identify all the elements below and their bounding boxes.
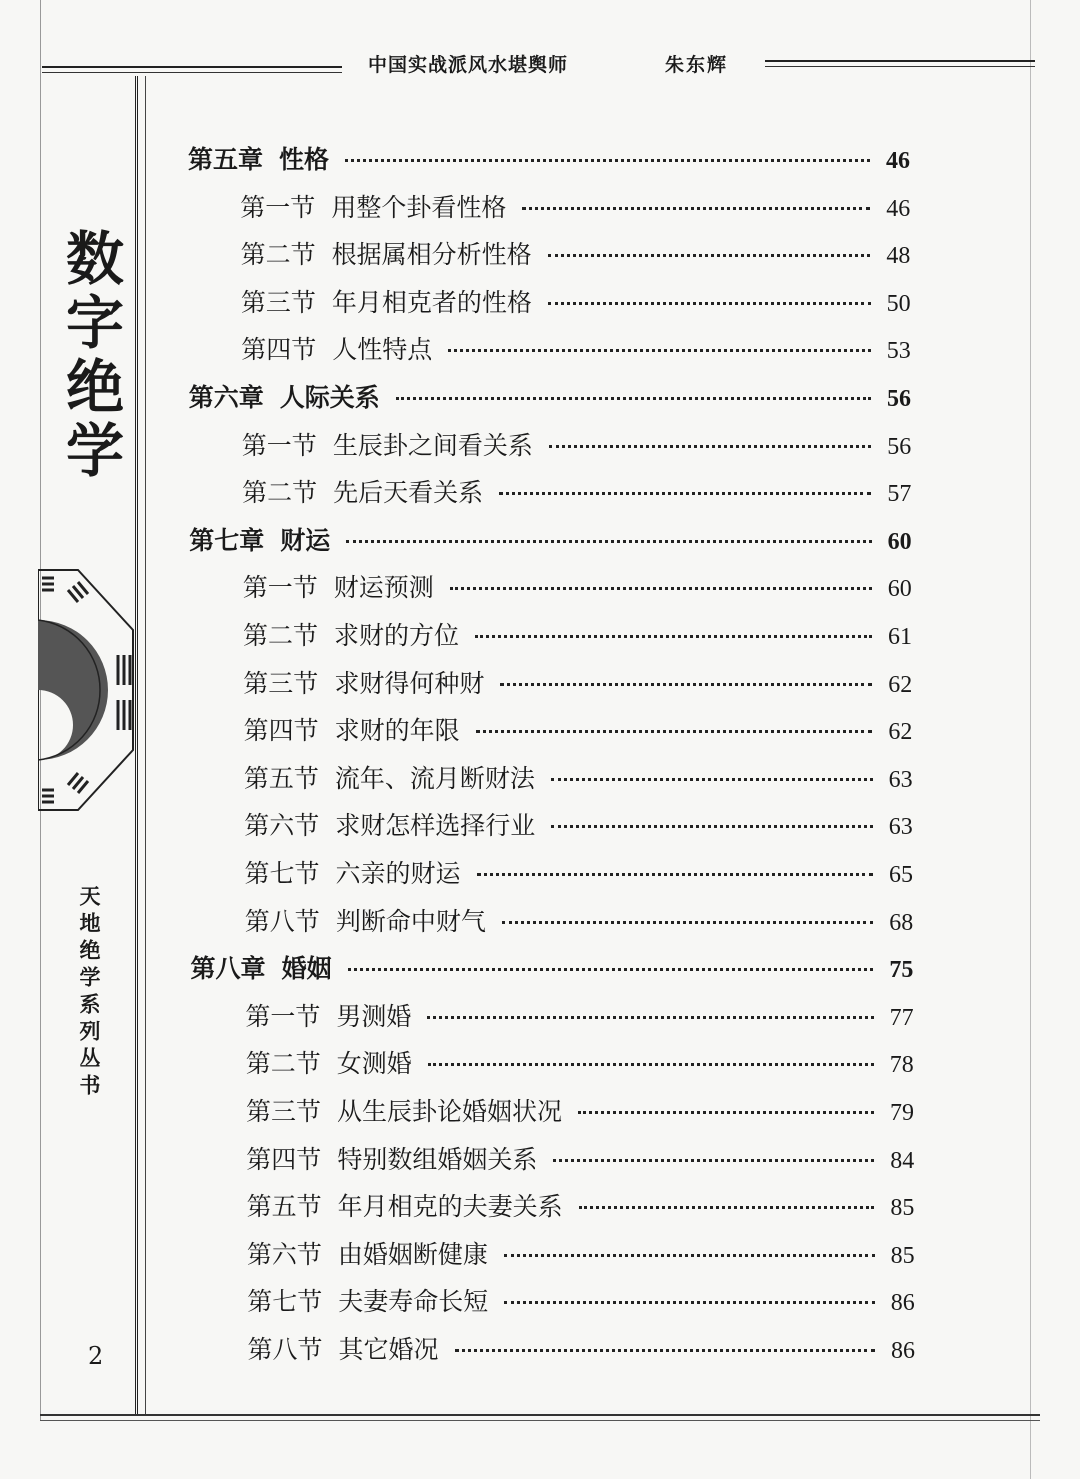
header-rule-right — [765, 60, 1035, 62]
toc-page-number: 85 — [890, 1195, 915, 1222]
toc-section-entry — [245, 902, 913, 938]
toc-entry-title: 流年、流月断财法 — [334, 763, 535, 793]
toc-entry-number: 第二节 — [240, 240, 316, 270]
toc-section-entry — [244, 711, 913, 747]
toc-section-entry — [244, 759, 913, 795]
toc-leader-dots — [551, 778, 873, 781]
toc-entry-title: 求财的方位 — [334, 621, 460, 650]
toc-section-entry — [246, 1044, 914, 1080]
toc-section-entry — [247, 1282, 915, 1318]
toc-entry-number: 第四节 — [241, 335, 317, 365]
header-rule-left-thin — [42, 72, 342, 73]
series-title: 天地绝学系列丛书 — [77, 885, 102, 1101]
toc-entry-number: 第八章 — [190, 954, 266, 984]
toc-leader-dots — [427, 1016, 873, 1019]
toc-page-number: 78 — [889, 1052, 914, 1079]
toc-leader-dots — [477, 873, 873, 876]
book-title: 数字绝学 — [56, 228, 124, 484]
toc-entry-title: 婚姻 — [281, 954, 332, 984]
toc-leader-dots — [504, 1254, 875, 1257]
header-rule-left — [42, 66, 342, 68]
toc-leader-dots — [476, 730, 873, 733]
bottom-rule — [40, 1414, 1040, 1416]
toc-leader-dots — [548, 254, 871, 257]
toc-chapter-entry — [189, 378, 911, 414]
toc-entry-number: 第八节 — [247, 1335, 323, 1364]
toc-page-number: 46 — [886, 148, 910, 174]
toc-section-entry — [241, 235, 911, 271]
toc-page-number: 62 — [888, 719, 913, 746]
toc-entry-title: 六亲的财运 — [335, 859, 461, 888]
toc-leader-dots — [500, 683, 872, 686]
toc-leader-dots — [499, 492, 871, 495]
toc-leader-dots — [455, 1349, 875, 1352]
toc-leader-dots — [549, 445, 871, 448]
toc-section-entry — [243, 616, 912, 652]
toc-entry-title: 求财怎样选择行业 — [335, 811, 536, 841]
toc-entry-title: 财运 — [280, 525, 331, 555]
toc-entry-title: 根据属相分析性格 — [331, 240, 532, 270]
toc-leader-dots — [396, 397, 871, 400]
toc-section-entry — [246, 1140, 914, 1176]
toc-entry-number: 第一节 — [245, 1001, 321, 1031]
toc-entry-number: 第四节 — [246, 1144, 322, 1174]
toc-leader-dots — [345, 159, 870, 162]
page-right-edge — [1030, 0, 1031, 1479]
toc-chapter-entry — [189, 521, 911, 557]
toc-section-entry — [242, 473, 911, 509]
toc-entry-number: 第五章 — [188, 145, 264, 174]
toc-entry-number: 第二节 — [245, 1049, 321, 1079]
toc-entry-title: 其它婚况 — [338, 1335, 439, 1364]
toc-entry-number: 第四节 — [243, 716, 319, 746]
toc-page-number: 48 — [886, 243, 911, 270]
toc-leader-dots — [448, 349, 871, 352]
toc-leader-dots — [548, 302, 871, 305]
toc-entry-number: 第二节 — [242, 478, 318, 508]
bottom-rule-thin — [40, 1420, 1040, 1421]
toc-chapter-entry — [191, 949, 914, 985]
toc-page-number: 53 — [886, 338, 911, 365]
toc-entry-title: 从生辰卦论婚姻状况 — [337, 1097, 563, 1126]
header-author: 朱东辉 — [665, 54, 729, 76]
toc-entry-number: 第三节 — [243, 668, 319, 698]
toc-entry-number: 第五节 — [243, 763, 319, 793]
toc-page-number: 65 — [889, 862, 913, 888]
toc-entry-title: 女测婚 — [336, 1049, 412, 1079]
page-number: 2 — [88, 1342, 104, 1370]
toc-entry-number: 第一节 — [242, 573, 318, 603]
toc-entry-title: 由婚姻断健康 — [337, 1239, 488, 1269]
toc-section-entry — [241, 330, 911, 366]
toc-section-entry — [246, 1092, 914, 1128]
toc-entry-title: 夫妻寿命长短 — [338, 1287, 489, 1317]
toc-entry-title: 人际关系 — [279, 383, 380, 412]
toc-page-number: 79 — [890, 1100, 914, 1126]
toc-leader-dots — [428, 1063, 874, 1066]
toc-page-number: 60 — [887, 528, 912, 555]
toc-entry-number: 第六节 — [244, 811, 320, 841]
toc-entry-number: 第二节 — [243, 621, 319, 650]
toc-entry-title: 求财得何种财 — [334, 668, 485, 698]
toc-leader-dots — [578, 1111, 874, 1114]
toc-entry-number: 第七章 — [189, 525, 265, 555]
toc-entry-number: 第三节 — [240, 287, 316, 317]
toc-section-entry — [243, 664, 912, 700]
toc-entry-number: 第一节 — [240, 192, 316, 222]
toc-page-number: 56 — [887, 386, 911, 412]
header-title: 中国实战派风水堪舆师 — [368, 54, 569, 76]
toc-leader-dots — [450, 587, 872, 590]
toc-entry-number: 第一节 — [241, 430, 317, 460]
toc-section-entry — [241, 283, 911, 319]
toc-leader-dots — [553, 1159, 874, 1162]
toc-page-number: 63 — [888, 766, 913, 793]
toc-leader-dots — [348, 968, 874, 971]
toc-page-number: 68 — [889, 909, 914, 936]
sidebar-border-inner — [145, 76, 146, 1416]
toc-entry-title: 求财的年限 — [334, 716, 460, 746]
toc-entry-title: 先后天看关系 — [333, 478, 484, 508]
toc-entry-number: 第六章 — [188, 383, 264, 412]
toc-entry-title: 人性特点 — [332, 335, 433, 365]
toc-leader-dots — [579, 1206, 875, 1209]
toc-entry-title: 年月相克者的性格 — [331, 287, 532, 317]
toc-page-number: 57 — [887, 481, 912, 508]
toc-entry-number: 第八节 — [244, 906, 320, 936]
toc-page-number: 84 — [890, 1147, 915, 1174]
toc-entry-title: 性格 — [279, 145, 330, 174]
toc-leader-dots — [502, 921, 873, 924]
toc-section-entry — [247, 1187, 915, 1223]
toc-leader-dots — [504, 1301, 875, 1304]
toc-entry-number: 第七节 — [247, 1287, 323, 1317]
toc-entry-title: 男测婚 — [336, 1001, 412, 1031]
toc-entry-title: 年月相克的夫妻关系 — [337, 1192, 563, 1222]
toc-page-number: 61 — [888, 624, 912, 650]
toc-page-number: 86 — [890, 1290, 915, 1317]
toc-entry-title: 生辰卦之间看关系 — [332, 430, 533, 460]
toc-section-entry — [247, 1235, 915, 1271]
toc-section-entry — [244, 806, 913, 842]
toc-page-number: 60 — [887, 576, 912, 603]
toc-entry-number: 第三节 — [246, 1097, 322, 1126]
toc-entry-title: 特别数组婚姻关系 — [337, 1144, 538, 1174]
toc-page-number: 85 — [890, 1242, 915, 1269]
toc-leader-dots — [475, 635, 872, 638]
toc-entry-title: 财运预测 — [333, 573, 434, 603]
toc-page-number: 77 — [889, 1004, 914, 1031]
toc-section-entry — [243, 568, 912, 604]
toc-section-entry — [245, 997, 913, 1033]
toc-page-number: 63 — [888, 814, 913, 841]
toc-entry-title: 判断命中财气 — [335, 906, 486, 936]
toc-section-entry — [245, 854, 914, 890]
toc-leader-dots — [346, 540, 871, 543]
toc-leader-dots — [522, 207, 870, 210]
toc-page-number: 86 — [891, 1338, 915, 1364]
toc-entry-number: 第七节 — [244, 859, 320, 888]
toc-page-number: 75 — [889, 957, 914, 984]
toc-entry-number: 第六节 — [246, 1239, 322, 1269]
bagua-icon — [38, 560, 138, 820]
toc-chapter-entry — [188, 140, 910, 176]
toc-section-entry — [240, 188, 910, 224]
toc-page-number: 50 — [886, 290, 911, 317]
toc-section-entry — [248, 1330, 916, 1366]
toc-page-number: 62 — [888, 671, 913, 698]
toc-entry-number: 第五节 — [246, 1192, 322, 1222]
toc-leader-dots — [551, 825, 873, 828]
toc-page-number: 46 — [886, 195, 911, 222]
header-rule-right-thin — [765, 66, 1035, 67]
toc-entry-title: 用整个卦看性格 — [331, 192, 507, 222]
toc-page-number: 56 — [887, 433, 912, 460]
toc-section-entry — [242, 426, 911, 462]
